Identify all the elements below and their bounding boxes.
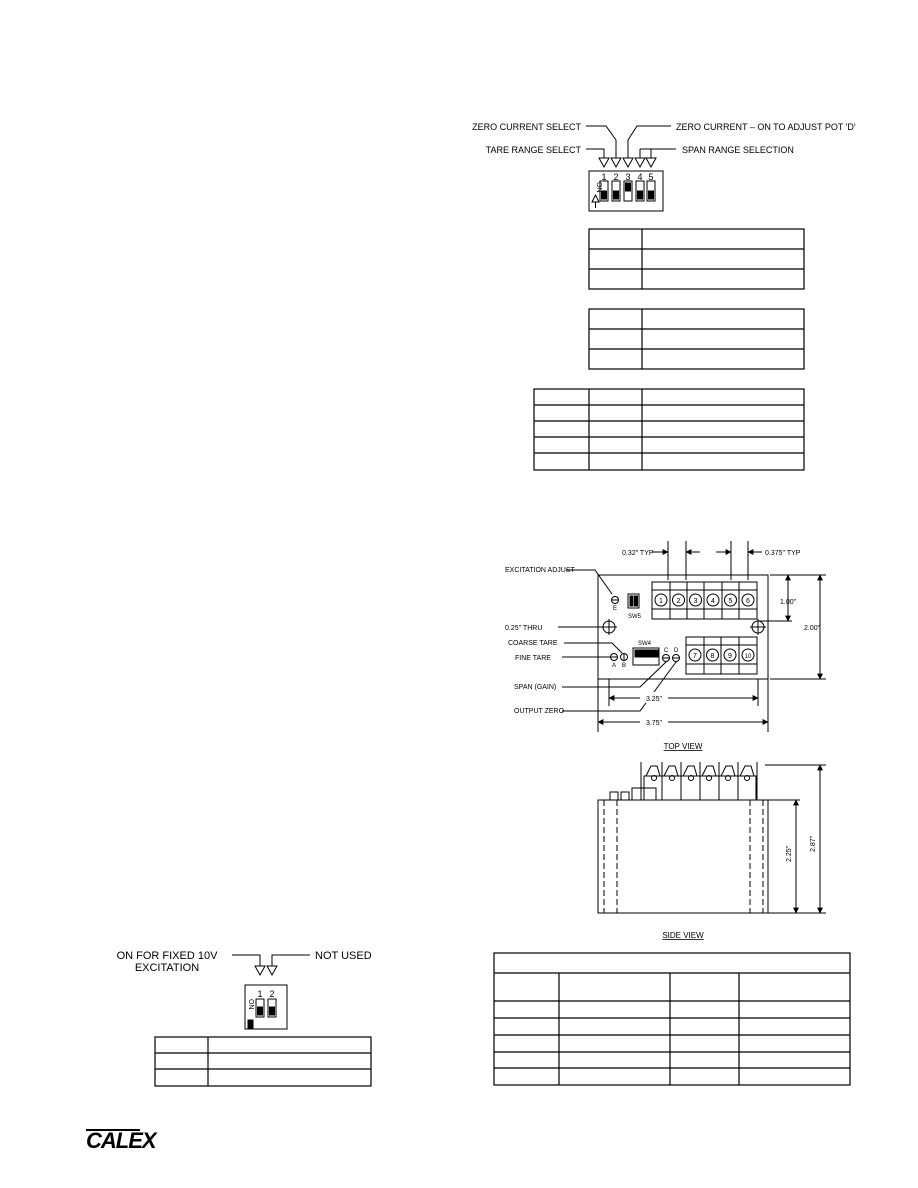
on-label: ON xyxy=(595,182,602,193)
switch-number-5: 5 xyxy=(648,172,654,182)
excitation-on-label: ON xyxy=(247,999,254,1010)
switch-pointer-arrows xyxy=(599,158,656,167)
excitation-setting-table xyxy=(155,1037,371,1086)
top-view-caption: TOP VIEW xyxy=(663,742,703,751)
pot-d-label: D xyxy=(674,648,679,654)
side-view-drawing xyxy=(598,762,826,940)
on-fixed-excitation-line2: EXCITATION xyxy=(134,962,200,974)
terminal-6: 6 xyxy=(746,598,750,605)
logo-text: CALEX xyxy=(86,1128,156,1153)
zero-current-select-label: ZERO CURRENT SELECT xyxy=(472,122,581,132)
specification-table xyxy=(494,953,850,1085)
not-used-label: NOT USED xyxy=(315,950,372,962)
side-view-caption: SIDE VIEW xyxy=(662,931,704,940)
terminal-block-top xyxy=(652,582,757,619)
module-body-side xyxy=(598,800,768,913)
pot-b-label: B xyxy=(622,663,627,669)
pot-a-label: A xyxy=(612,663,617,669)
tare-range-select-label: TARE RANGE SELECT xyxy=(485,145,581,155)
terminal-10: 10 xyxy=(744,654,752,660)
small-dip-label: SW5 xyxy=(628,614,642,620)
switch-number-2: 2 xyxy=(613,172,619,182)
on-fixed-excitation-line1: ON FOR FIXED 10V xyxy=(116,950,218,962)
excitation-switch-number-1: 1 xyxy=(257,989,263,999)
thru-hole-label: 0.25" THRU xyxy=(505,625,543,632)
dim-width-inner: 3.25" xyxy=(645,696,663,703)
dim-body-height: 2.25" xyxy=(786,845,793,862)
excitation-dip-switch-diagram xyxy=(117,950,372,1029)
excitation-switch-number-2: 2 xyxy=(269,989,275,999)
dim-terminal-spacing: 0.32" TYP xyxy=(622,550,654,557)
pot-e-label: E xyxy=(613,606,618,612)
dip-toggles xyxy=(600,181,655,201)
dim-overall-height: 2.87" xyxy=(810,835,817,852)
excitation-adjust-label: EXCITATION ADJUST xyxy=(505,567,575,574)
dim-height-inner: 1.00" xyxy=(780,599,797,606)
pot-a-icon xyxy=(611,654,618,661)
top-dip-switch-diagram xyxy=(472,122,856,211)
pot-c-label: C xyxy=(664,648,669,654)
top-view-drawing xyxy=(505,541,826,751)
terminal-9: 9 xyxy=(728,653,732,660)
coarse-tare-label: COARSE TARE xyxy=(508,640,558,647)
big-dip-label: SW4 xyxy=(638,641,652,647)
pot-b-icon xyxy=(621,654,628,661)
mounting-hole-left xyxy=(601,619,617,635)
pot-e-icon xyxy=(612,597,619,604)
switch-setting-table-1 xyxy=(589,229,804,289)
side-terminal-block xyxy=(641,762,757,800)
switch-setting-table-3 xyxy=(534,389,804,470)
terminal-2: 2 xyxy=(676,598,681,605)
switch-number-3: 3 xyxy=(625,172,631,182)
big-dip-switch xyxy=(633,648,659,665)
small-dip-switch xyxy=(628,594,639,608)
dim-width-outer: 3.75" xyxy=(645,720,663,727)
calex-logo xyxy=(86,1128,158,1153)
dim-height-outer: 2.00" xyxy=(804,625,821,632)
switch-number-4: 4 xyxy=(637,172,643,182)
output-zero-label: OUTPUT ZERO xyxy=(514,708,565,715)
fine-tare-label: FINE TARE xyxy=(515,655,551,662)
switch-number-1: 1 xyxy=(601,172,607,182)
terminal-5: 5 xyxy=(728,598,733,605)
terminal-4: 4 xyxy=(711,598,715,605)
span-range-selection-label: SPAN RANGE SELECTION xyxy=(682,145,794,155)
switch-setting-table-2 xyxy=(589,309,804,369)
pot-d-icon xyxy=(673,655,680,662)
pot-c-icon xyxy=(663,655,670,662)
terminal-1: 1 xyxy=(659,598,663,605)
terminal-7: 7 xyxy=(693,653,697,660)
terminal-8: 8 xyxy=(710,653,715,660)
span-gain-label: SPAN (GAIN) xyxy=(514,684,557,691)
terminal-block-bottom xyxy=(686,637,757,674)
terminal-3: 3 xyxy=(693,598,698,605)
zero-current-adjust-label: ZERO CURRENT – ON TO ADJUST POT 'D' xyxy=(676,122,856,132)
dim-terminal-pitch: 0.375" TYP xyxy=(765,550,801,557)
